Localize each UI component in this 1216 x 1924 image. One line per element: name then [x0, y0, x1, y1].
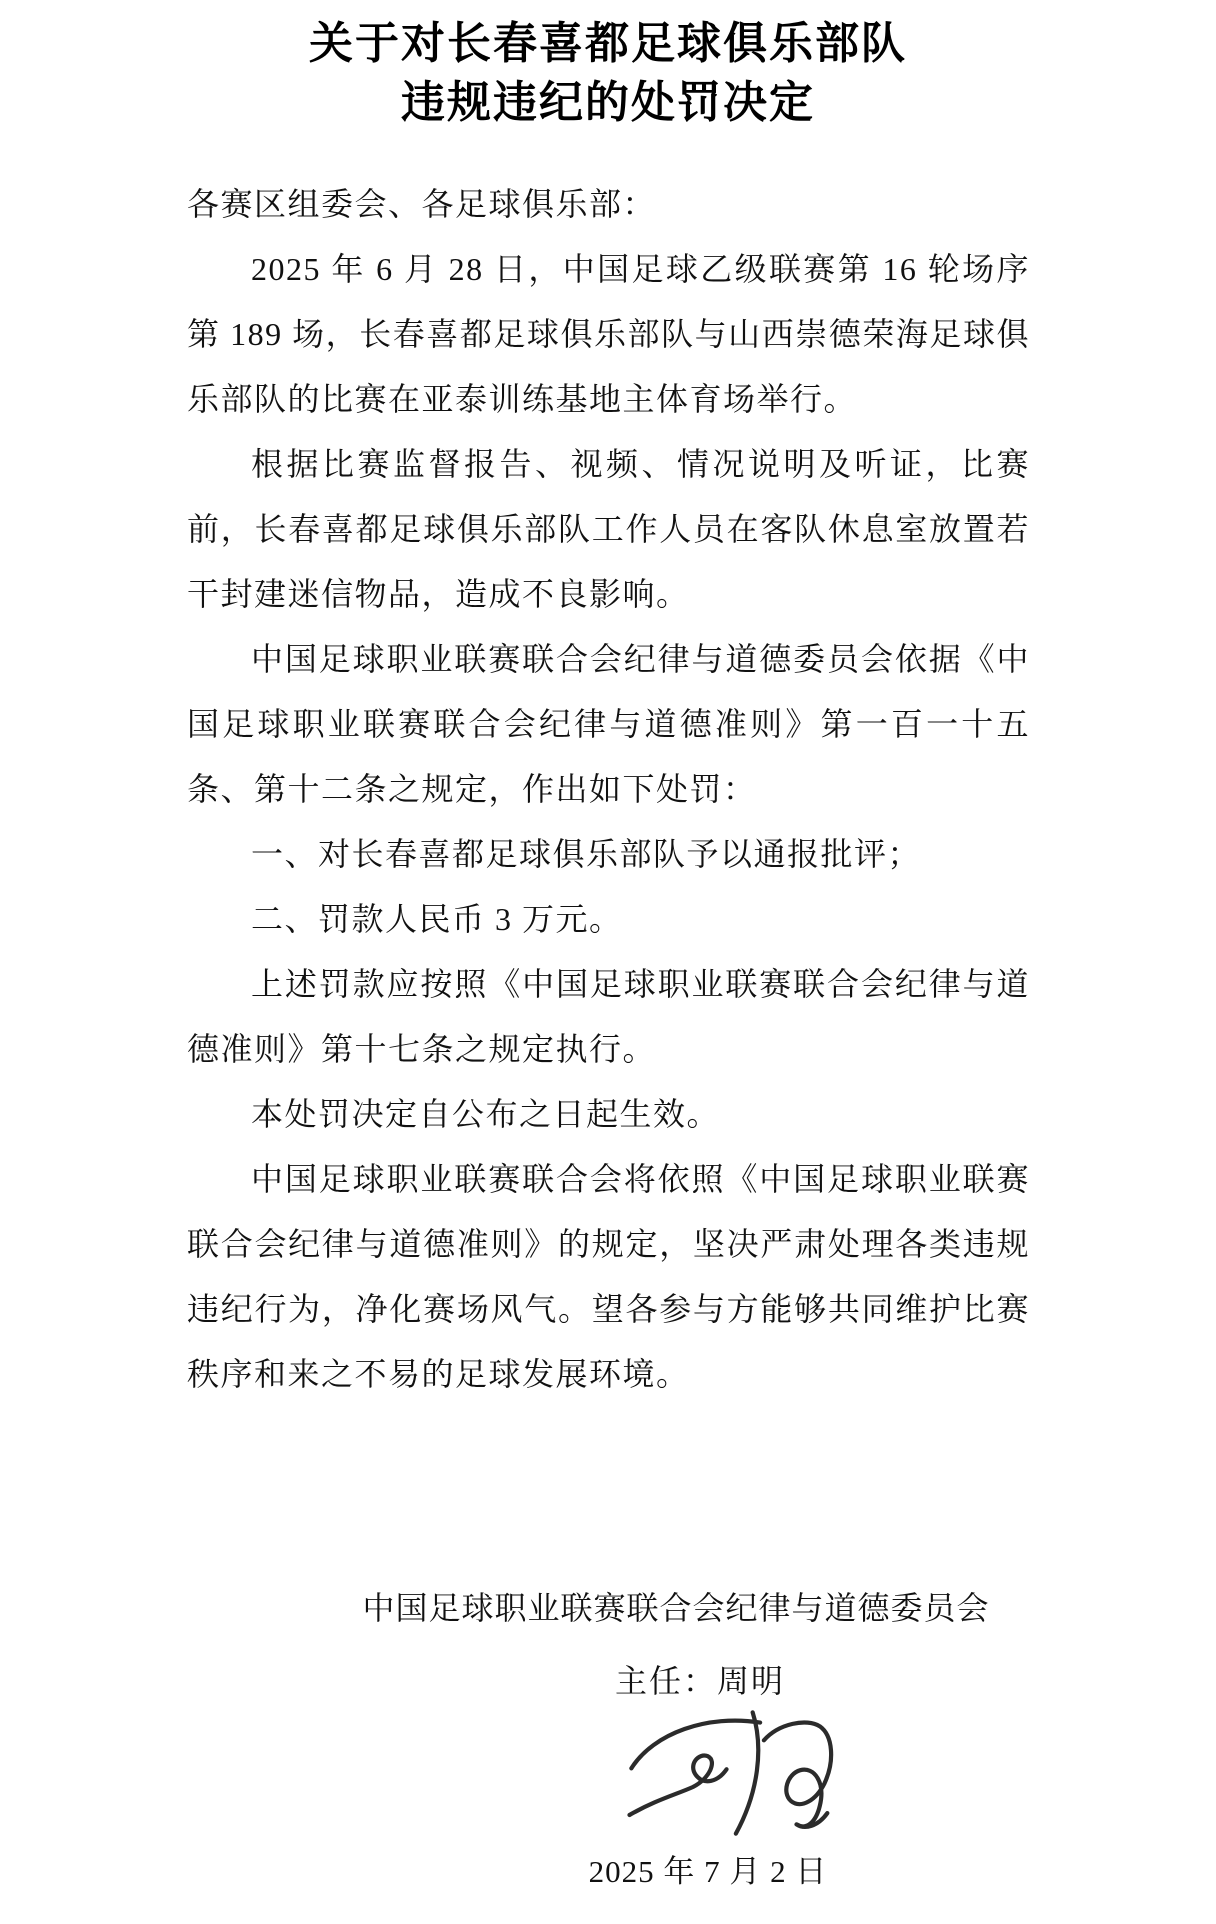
paragraph-closing-statement: 中国足球职业联赛联合会将依照《中国足球职业联赛联合会纪律与道德准则》的规定，坚决严肃处理各类违规违纪行为，净化赛场风气。望各参与方能够共同维护比赛秩序和来之不易的足球发展环境。	[187, 1161, 1030, 1392]
salutation: 各赛区组委会、各足球俱乐部：	[187, 186, 657, 222]
paragraph-ruling-basis: 中国足球职业联赛联合会纪律与道德委员会依据《中国足球职业联赛联合会纪律与道德准则》第一百一十五条、第十二条之规定，作出如下处罚：	[187, 641, 1030, 807]
paragraph-match-info: 2025 年 6 月 28 日，中国足球乙级联赛第 16 轮场序第 189 场，长春喜都足球俱乐部队与山西崇德荣海足球俱乐部队的比赛在亚泰训练基地主体育场举行。	[187, 251, 1030, 417]
paragraph-effective-date: 本处罚决定自公布之日起生效。	[251, 1096, 721, 1132]
title-line-2: 违规违纪的处罚决定	[401, 78, 815, 127]
signer-title-name: 主任：周明	[614, 1663, 785, 1699]
paragraph-violation-facts: 根据比赛监督报告、视频、情况说明及听证，比赛前，长春喜都足球俱乐部队工作人员在客队休息室放置若干封建迷信物品，造成不良影响。	[187, 446, 1030, 612]
title-line-1: 关于对长春喜都足球俱乐部队	[309, 19, 907, 68]
paragraph-penalty-item-2: 二、罚款人民币 3 万元。	[251, 901, 623, 937]
document-date: 2025 年 7 月 2 日	[588, 1854, 828, 1889]
signature-block	[126, 1703, 1216, 1843]
paragraph-fine-execution: 上述罚款应按照《中国足球职业联赛联合会纪律与道德准则》第十七条之规定执行。	[187, 966, 1030, 1067]
document-footer	[0, 1586, 1216, 1894]
document-body	[0, 172, 1216, 1407]
paragraph-penalty-item-1: 一、对长春喜都足球俱乐部队予以通报批评；	[251, 836, 922, 872]
document-title	[0, 14, 1216, 132]
handwritten-signature-icon	[616, 1703, 852, 1843]
issuing-organization: 中国足球职业联赛联合会纪律与道德委员会	[362, 1590, 990, 1626]
